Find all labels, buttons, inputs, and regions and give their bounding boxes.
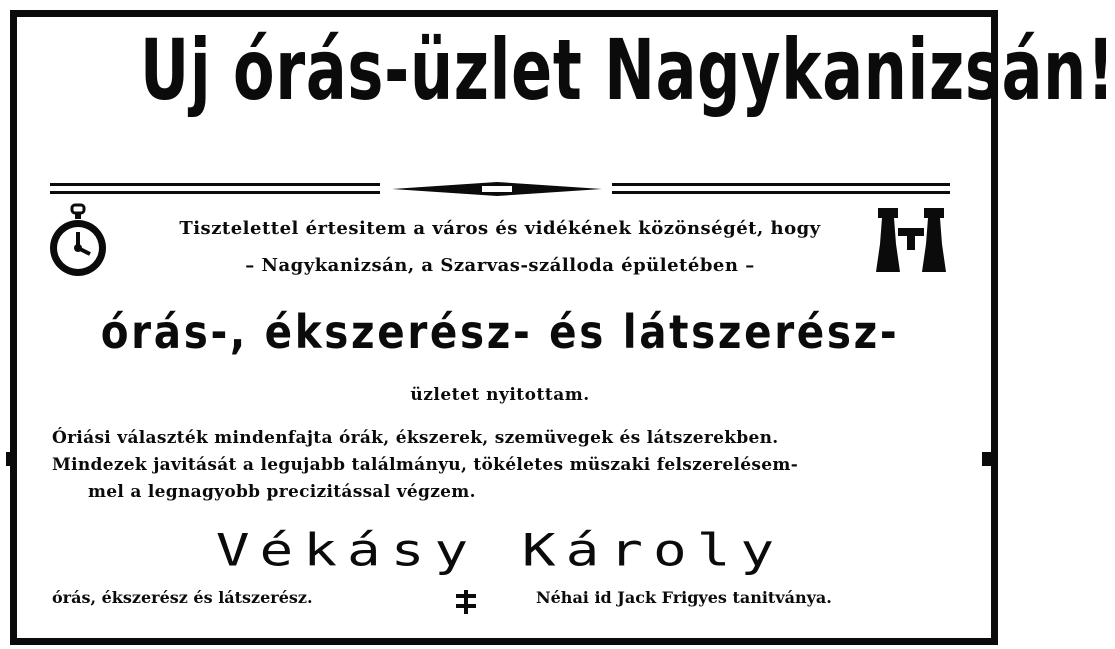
body-line-3: mel a legnagyobb precizitással végzem. bbox=[88, 482, 476, 502]
footer-profession: órás, ékszerész és látszerész. bbox=[52, 588, 313, 607]
body-line-2: Mindezek javitását a legujabb találmányu, tökéletes müszaki felszerelésem- bbox=[52, 455, 799, 475]
intro-text: Tisztelettel értesitem a város és vidékének közönségét, hogy bbox=[179, 218, 821, 239]
owner-name: Vékásy Károly bbox=[215, 524, 785, 577]
footer-apprentice: Néhai id Jack Frigyes tanitványa. bbox=[536, 588, 832, 607]
trades-heading: órás-, ékszerész- és látszerész- bbox=[100, 305, 900, 359]
ad-headline: Uj órás-üzlet Nagykanizsán! bbox=[140, 21, 1115, 119]
border-notch-right bbox=[982, 452, 992, 466]
opened-text: üzletet nyitottam. bbox=[410, 385, 590, 405]
divider-rule-right-top bbox=[612, 183, 950, 186]
ornament-icon bbox=[452, 590, 480, 614]
border-notch-left bbox=[6, 452, 16, 466]
body-line-1: Óriási választék mindenfajta órák, ékszerek, szemüvegek és látszerekben. bbox=[52, 428, 779, 448]
divider-rule-left-top bbox=[50, 183, 380, 186]
location-text: – Nagykanizsán, a Szarvas-szálloda épületében – bbox=[245, 255, 755, 276]
divider-ornament-icon bbox=[392, 180, 602, 198]
divider-rule-left-bottom bbox=[50, 191, 380, 194]
divider-rule-right-bottom bbox=[612, 191, 950, 194]
